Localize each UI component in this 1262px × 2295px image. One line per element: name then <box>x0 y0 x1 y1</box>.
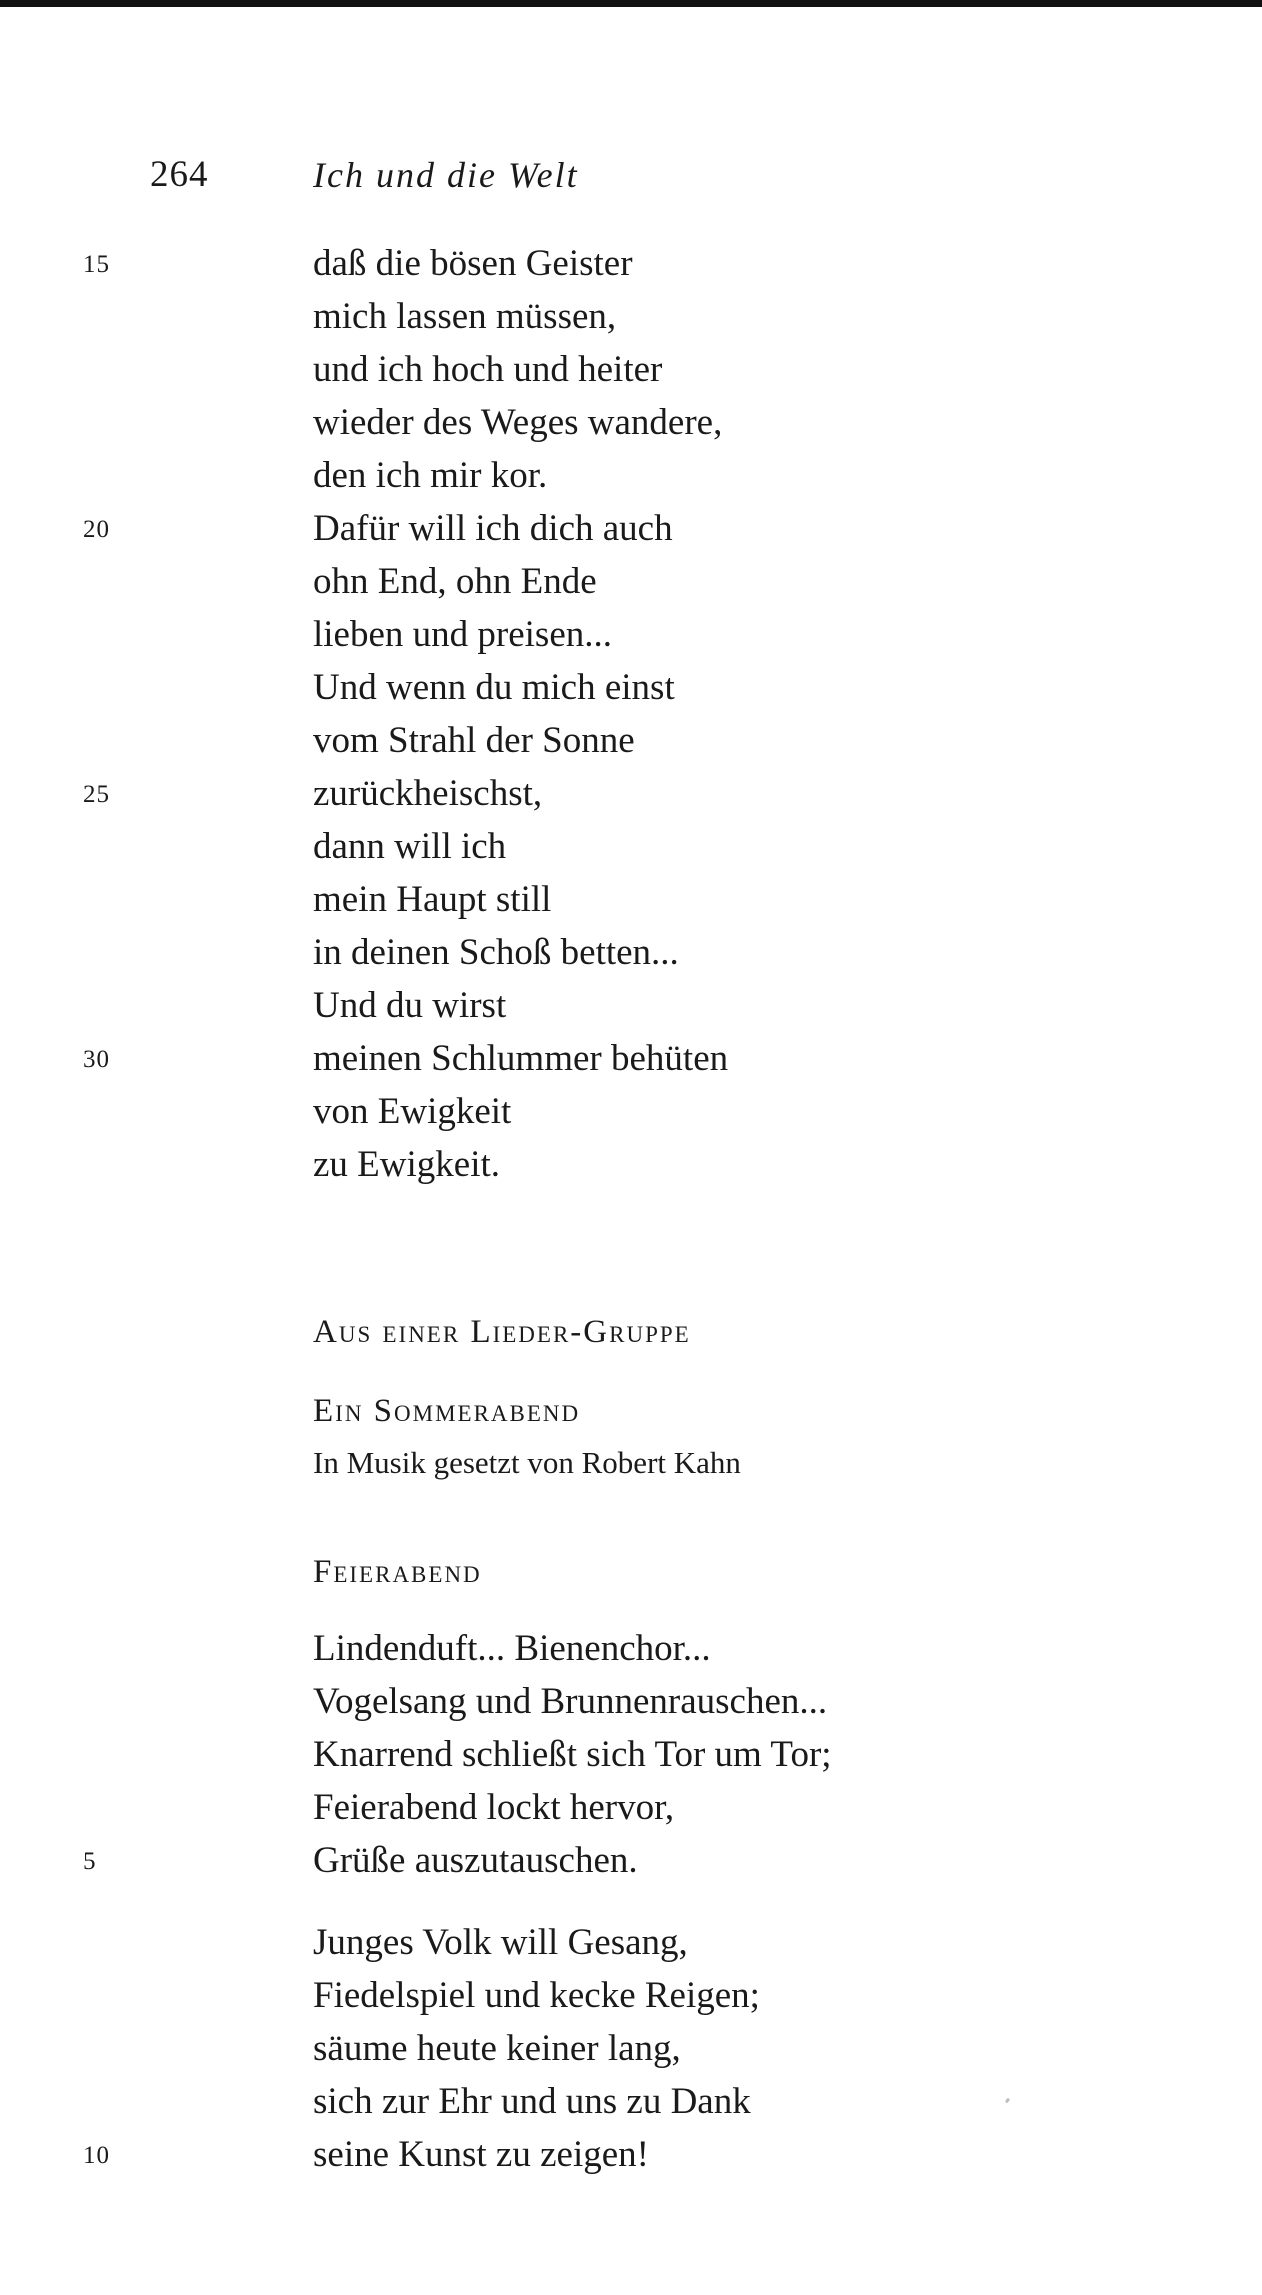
page-header <box>0 150 1262 210</box>
verse-text: dann will ich <box>313 826 507 867</box>
line-number: 20 <box>83 516 110 543</box>
verse-line <box>0 1834 1262 1887</box>
verse-text: seine Kunst zu zeigen! <box>313 2134 649 2175</box>
poem-note: In Musik gesetzt von Robert Kahn <box>313 1445 741 1480</box>
verse-text: Dafür will ich dich auch <box>313 508 673 549</box>
verse-text: Feierabend lockt hervor, <box>313 1787 675 1828</box>
verse-text: Vogelsang und Brunnenrauschen... <box>313 1681 828 1722</box>
verse-line <box>0 661 1262 714</box>
verse-line <box>0 1622 1262 1675</box>
verse-line <box>0 820 1262 873</box>
verse-text: Grüße auszutauschen. <box>313 1840 638 1881</box>
verse-text: wieder des Weges wandere, <box>313 402 723 443</box>
line-number: 30 <box>83 1046 110 1073</box>
verse-line <box>0 555 1262 608</box>
verse-text: in deinen Schoß betten... <box>313 932 679 973</box>
stanza-2 <box>0 1916 1262 2181</box>
verse-line <box>0 502 1262 555</box>
stanza-1 <box>0 1622 1262 1887</box>
verse-line <box>0 1781 1262 1834</box>
verse-text: zu Ewigkeit. <box>313 1144 501 1185</box>
verse-line <box>0 1728 1262 1781</box>
verse-text: lieben und preisen... <box>313 614 612 655</box>
verse-line <box>0 2022 1262 2075</box>
verse-line <box>0 979 1262 1032</box>
line-number: 10 <box>83 2142 110 2169</box>
line-number: 15 <box>83 251 110 278</box>
verse-line <box>0 2075 1262 2128</box>
poem-heading: Ein Sommerabend <box>313 1393 581 1429</box>
poem-continuation <box>0 237 1262 1191</box>
verse-line <box>0 767 1262 820</box>
verse-text: mein Haupt still <box>313 879 552 920</box>
verse-line <box>0 714 1262 767</box>
running-title: Ich und die Welt <box>313 155 579 195</box>
verse-text: von Ewigkeit <box>313 1091 512 1132</box>
verse-line <box>0 926 1262 979</box>
verse-text: mich lassen müssen, <box>313 296 617 337</box>
line-number: 25 <box>83 781 110 808</box>
verse-text: meinen Schlummer behüten <box>313 1038 729 1079</box>
line-number: 5 <box>83 1848 97 1875</box>
page-number: 264 <box>150 154 209 195</box>
verse-text: zurückheischst, <box>313 773 543 814</box>
verse-text: Junges Volk will Gesang, <box>313 1922 688 1963</box>
verse-line <box>0 1969 1262 2022</box>
verse-line <box>0 608 1262 661</box>
verse-line <box>0 1085 1262 1138</box>
verse-text: Und du wirst <box>313 985 507 1026</box>
group-heading: Aus einer Lieder-Gruppe <box>313 1314 691 1350</box>
subpoem-heading: Feierabend <box>313 1554 482 1590</box>
verse-text: Fiedelspiel und kecke Reigen; <box>313 1975 760 2016</box>
verse-line <box>0 2128 1262 2181</box>
top-edge-rule <box>0 0 1262 7</box>
verse-line <box>0 237 1262 290</box>
verse-line <box>0 1916 1262 1969</box>
verse-text: sich zur Ehr und uns zu Dank <box>313 2081 751 2122</box>
verse-line <box>0 343 1262 396</box>
verse-line <box>0 1032 1262 1085</box>
verse-text: Knarrend schließt sich Tor um Tor; <box>313 1734 832 1775</box>
verse-text: den ich mir kor. <box>313 455 548 496</box>
verse-text: säume heute keiner lang, <box>313 2028 681 2069</box>
verse-line <box>0 290 1262 343</box>
verse-text: ohn End, ohn Ende <box>313 561 597 602</box>
verse-line <box>0 1138 1262 1191</box>
verse-line <box>0 396 1262 449</box>
verse-text: Lindenduft... Bienenchor... <box>313 1628 711 1669</box>
verse-line <box>0 1675 1262 1728</box>
verse-text: Und wenn du mich einst <box>313 667 675 708</box>
verse-text: vom Strahl der Sonne <box>313 720 635 761</box>
verse-line <box>0 449 1262 502</box>
verse-line <box>0 873 1262 926</box>
verse-text: daß die bösen Geister <box>313 243 633 284</box>
verse-text: und ich hoch und heiter <box>313 349 663 390</box>
